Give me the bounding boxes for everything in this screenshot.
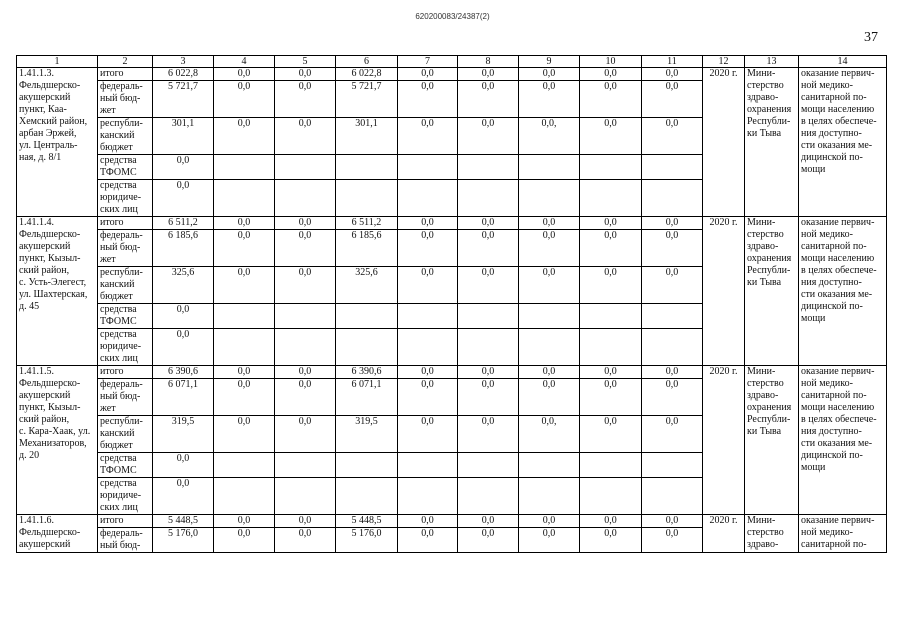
amount-cell: 0,0: [580, 366, 642, 379]
funding-source-cell: средства ТФОМС: [98, 453, 153, 478]
amount-cell: 0,0: [398, 528, 458, 553]
amount-cell: 0,0: [153, 478, 214, 515]
amount-cell: [458, 180, 519, 217]
amount-cell: [275, 304, 336, 329]
amount-cell: [642, 329, 703, 366]
funding-source-cell: республи- канский бюджет: [98, 118, 153, 155]
amount-cell: [580, 478, 642, 515]
amount-cell: [642, 155, 703, 180]
column-header-9: 9: [519, 56, 580, 68]
amount-cell: 319,5: [153, 416, 214, 453]
amount-cell: 0,0: [275, 217, 336, 230]
amount-cell: 0,0: [398, 366, 458, 379]
amount-cell: 0,0: [642, 515, 703, 528]
amount-cell: 0,0: [398, 416, 458, 453]
amount-cell: 0,0: [275, 118, 336, 155]
amount-cell: [580, 304, 642, 329]
amount-cell: 0,0: [580, 230, 642, 267]
amount-cell: 0,0: [519, 267, 580, 304]
amount-cell: 0,0: [398, 81, 458, 118]
amount-cell: 0,0: [519, 379, 580, 416]
amount-cell: [214, 478, 275, 515]
funding-source-cell: средства юридиче- ских лиц: [98, 180, 153, 217]
funding-source-cell: итого: [98, 515, 153, 528]
amount-cell: 0,0: [153, 329, 214, 366]
amount-cell: [336, 304, 398, 329]
amount-cell: 0,0: [519, 81, 580, 118]
amount-cell: 0,0: [398, 68, 458, 81]
amount-cell: [275, 478, 336, 515]
amount-cell: 0,0: [153, 453, 214, 478]
amount-cell: 0,0: [642, 68, 703, 81]
column-header-5: 5: [275, 56, 336, 68]
amount-cell: 0,0: [275, 68, 336, 81]
table-row: [17, 68, 887, 81]
amount-cell: [458, 155, 519, 180]
amount-cell: 0,0,: [519, 416, 580, 453]
funding-source-cell: федераль- ный бюд- жет: [98, 81, 153, 118]
amount-cell: 0,0: [458, 118, 519, 155]
amount-cell: 5 448,5: [336, 515, 398, 528]
amount-cell: 6 185,6: [153, 230, 214, 267]
funding-source-cell: средства юридиче- ских лиц: [98, 329, 153, 366]
amount-cell: 0,0: [642, 217, 703, 230]
amount-cell: 5 721,7: [336, 81, 398, 118]
amount-cell: 0,0: [214, 230, 275, 267]
table-row: [17, 515, 887, 528]
amount-cell: 0,0: [398, 267, 458, 304]
amount-cell: 0,0: [153, 304, 214, 329]
amount-cell: 5 721,7: [153, 81, 214, 118]
object-name-cell: 1.41.1.4. Фельдшерско- акушерский пункт, Кызыл- ский район, с. Усть-Элегест, ул. Шахтерская, д. 45: [17, 217, 98, 366]
amount-cell: 6 071,1: [153, 379, 214, 416]
amount-cell: 5 448,5: [153, 515, 214, 528]
amount-cell: 6 511,2: [153, 217, 214, 230]
amount-cell: 0,0: [580, 379, 642, 416]
amount-cell: [398, 329, 458, 366]
amount-cell: 6 185,6: [336, 230, 398, 267]
amount-cell: 0,0: [275, 379, 336, 416]
purpose-cell: оказание первич- ной медико- санитарной по-: [799, 515, 887, 553]
amount-cell: [398, 155, 458, 180]
amount-cell: 0,0: [458, 217, 519, 230]
amount-cell: 0,0: [580, 68, 642, 81]
amount-cell: 6 390,6: [336, 366, 398, 379]
amount-cell: 0,0: [214, 416, 275, 453]
funding-source-cell: средства юридиче- ских лиц: [98, 478, 153, 515]
amount-cell: 0,0: [642, 379, 703, 416]
amount-cell: 0,0: [214, 267, 275, 304]
table-row: [17, 366, 887, 379]
amount-cell: 0,0: [519, 217, 580, 230]
amount-cell: [398, 180, 458, 217]
executor-cell: Мини- стерство здраво- охранения Республи- ки Тыва: [745, 68, 799, 217]
amount-cell: 0,0: [458, 230, 519, 267]
executor-cell: Мини- стерство здраво- охранения Республи- ки Тыва: [745, 366, 799, 515]
amount-cell: 0,0: [214, 528, 275, 553]
funding-source-cell: средства ТФОМС: [98, 304, 153, 329]
amount-cell: 0,0: [214, 118, 275, 155]
amount-cell: 6 390,6: [153, 366, 214, 379]
column-header-2: 2: [98, 56, 153, 68]
amount-cell: 301,1: [153, 118, 214, 155]
amount-cell: 0,0: [275, 81, 336, 118]
amount-cell: [458, 304, 519, 329]
amount-cell: 325,6: [336, 267, 398, 304]
amount-cell: 0,0: [519, 366, 580, 379]
column-header-4: 4: [214, 56, 275, 68]
amount-cell: [398, 478, 458, 515]
funding-source-cell: итого: [98, 217, 153, 230]
amount-cell: 0,0: [458, 366, 519, 379]
amount-cell: [580, 180, 642, 217]
column-header-10: 10: [580, 56, 642, 68]
amount-cell: [458, 329, 519, 366]
amount-cell: 0,0: [398, 230, 458, 267]
year-cell: 2020 г.: [703, 68, 745, 217]
amount-cell: 0,0: [458, 379, 519, 416]
amount-cell: 0,0: [214, 217, 275, 230]
executor-cell: Мини- стерство здраво-: [745, 515, 799, 553]
table-body: [17, 68, 887, 553]
amount-cell: 0,0: [458, 416, 519, 453]
amount-cell: 0,0: [398, 379, 458, 416]
year-cell: 2020 г.: [703, 515, 745, 553]
column-header-8: 8: [458, 56, 519, 68]
amount-cell: [642, 180, 703, 217]
amount-cell: 319,5: [336, 416, 398, 453]
amount-cell: 0,0: [398, 118, 458, 155]
amount-cell: 0,0: [580, 81, 642, 118]
amount-cell: 5 176,0: [336, 528, 398, 553]
amount-cell: 0,0: [458, 528, 519, 553]
year-cell: 2020 г.: [703, 217, 745, 366]
amount-cell: [642, 453, 703, 478]
amount-cell: [519, 180, 580, 217]
amount-cell: 0,0: [580, 528, 642, 553]
amount-cell: 0,0: [275, 515, 336, 528]
amount-cell: [580, 155, 642, 180]
year-cell: 2020 г.: [703, 366, 745, 515]
funding-source-cell: федераль- ный бюд- жет: [98, 230, 153, 267]
object-name-cell: 1.41.1.3. Фельдшерско- акушерский пункт, Каа- Хемский район, арбан Эржей, ул. Централь- ная, д. 8/1: [17, 68, 98, 217]
amount-cell: [275, 453, 336, 478]
amount-cell: [214, 180, 275, 217]
amount-cell: 0,0: [275, 230, 336, 267]
amount-cell: [275, 329, 336, 366]
column-header-14: 14: [799, 56, 887, 68]
amount-cell: 0,0: [642, 416, 703, 453]
amount-cell: [642, 478, 703, 515]
amount-cell: 0,0: [214, 379, 275, 416]
amount-cell: [519, 453, 580, 478]
purpose-cell: оказание первич- ной медико- санитарной по- мощи населению в целях обеспече- ния доступно- сти оказания ме- дицинской по- мощи: [799, 366, 887, 515]
amount-cell: [214, 453, 275, 478]
column-header-7: 7: [398, 56, 458, 68]
funding-source-cell: итого: [98, 366, 153, 379]
amount-cell: [214, 155, 275, 180]
amount-cell: 301,1: [336, 118, 398, 155]
amount-cell: [519, 329, 580, 366]
executor-cell: Мини- стерство здраво- охранения Республи- ки Тыва: [745, 217, 799, 366]
amount-cell: [336, 155, 398, 180]
page-number: 37: [864, 30, 878, 45]
amount-cell: 0,0: [519, 230, 580, 267]
funding-source-cell: итого: [98, 68, 153, 81]
amount-cell: [642, 304, 703, 329]
amount-cell: 0,0: [580, 217, 642, 230]
amount-cell: [398, 453, 458, 478]
amount-cell: 0,0: [275, 267, 336, 304]
amount-cell: [519, 155, 580, 180]
amount-cell: 6 071,1: [336, 379, 398, 416]
column-header-13: 13: [745, 56, 799, 68]
funding-source-cell: федераль- ный бюд- жет: [98, 379, 153, 416]
amount-cell: 0,0: [214, 81, 275, 118]
amount-cell: [580, 329, 642, 366]
amount-cell: [458, 478, 519, 515]
amount-cell: [214, 304, 275, 329]
amount-cell: 0,0: [275, 366, 336, 379]
amount-cell: 0,0: [458, 515, 519, 528]
amount-cell: 0,0: [214, 515, 275, 528]
amount-cell: 0,0: [398, 515, 458, 528]
funding-source-cell: средства ТФОМС: [98, 155, 153, 180]
amount-cell: 0,0: [642, 366, 703, 379]
funding-source-cell: федераль- ный бюд-: [98, 528, 153, 553]
amount-cell: 0,0: [458, 68, 519, 81]
budget-table: [16, 55, 887, 553]
amount-cell: [398, 304, 458, 329]
amount-cell: 0,0: [580, 416, 642, 453]
header-row: [17, 56, 887, 68]
amount-cell: [275, 180, 336, 217]
amount-cell: [519, 478, 580, 515]
amount-cell: [336, 478, 398, 515]
amount-cell: [519, 304, 580, 329]
amount-cell: 0,0: [642, 528, 703, 553]
amount-cell: 0,0: [519, 68, 580, 81]
amount-cell: [458, 453, 519, 478]
amount-cell: 0,0: [580, 515, 642, 528]
amount-cell: [275, 155, 336, 180]
column-header-12: 12: [703, 56, 745, 68]
amount-cell: [336, 180, 398, 217]
column-header-1: 1: [17, 56, 98, 68]
amount-cell: [580, 453, 642, 478]
purpose-cell: оказание первич- ной медико- санитарной по- мощи населению в целях обеспече- ния доступно- сти оказания ме- дицинской по- мощи: [799, 68, 887, 217]
amount-cell: 0,0: [153, 180, 214, 217]
amount-cell: 0,0: [214, 366, 275, 379]
amount-cell: 0,0: [398, 217, 458, 230]
funding-source-cell: республи- канский бюджет: [98, 267, 153, 304]
funding-source-cell: республи- канский бюджет: [98, 416, 153, 453]
amount-cell: 6 511,2: [336, 217, 398, 230]
amount-cell: 0,0: [458, 267, 519, 304]
amount-cell: 0,0: [519, 528, 580, 553]
amount-cell: 6 022,8: [153, 68, 214, 81]
amount-cell: 0,0: [642, 267, 703, 304]
amount-cell: 5 176,0: [153, 528, 214, 553]
amount-cell: 0,0: [275, 416, 336, 453]
purpose-cell: оказание первич- ной медико- санитарной по- мощи населению в целях обеспече- ния доступно- сти оказания ме- дицинской по- мощи: [799, 217, 887, 366]
amount-cell: 0,0: [580, 267, 642, 304]
amount-cell: 0,0: [458, 81, 519, 118]
amount-cell: 0,0: [642, 230, 703, 267]
column-header-6: 6: [336, 56, 398, 68]
amount-cell: 325,6: [153, 267, 214, 304]
amount-cell: 0,0: [214, 68, 275, 81]
column-header-3: 3: [153, 56, 214, 68]
amount-cell: 0,0: [642, 81, 703, 118]
table-row: [17, 217, 887, 230]
column-header-11: 11: [642, 56, 703, 68]
amount-cell: 0,0: [275, 528, 336, 553]
amount-cell: 0,0: [580, 118, 642, 155]
document-code: 620200083/24387(2): [415, 12, 490, 21]
object-name-cell: 1.41.1.5. Фельдшерско- акушерский пункт, Кызыл- ский район, с. Кара-Хаак, ул. Механизаторов, д. 20: [17, 366, 98, 515]
object-name-cell: 1.41.1.6. Фельдшерско- акушерский: [17, 515, 98, 553]
amount-cell: 0,0: [153, 155, 214, 180]
amount-cell: 0,0,: [519, 118, 580, 155]
amount-cell: [336, 453, 398, 478]
amount-cell: [336, 329, 398, 366]
amount-cell: 6 022,8: [336, 68, 398, 81]
amount-cell: 0,0: [519, 515, 580, 528]
amount-cell: [214, 329, 275, 366]
amount-cell: 0,0: [642, 118, 703, 155]
